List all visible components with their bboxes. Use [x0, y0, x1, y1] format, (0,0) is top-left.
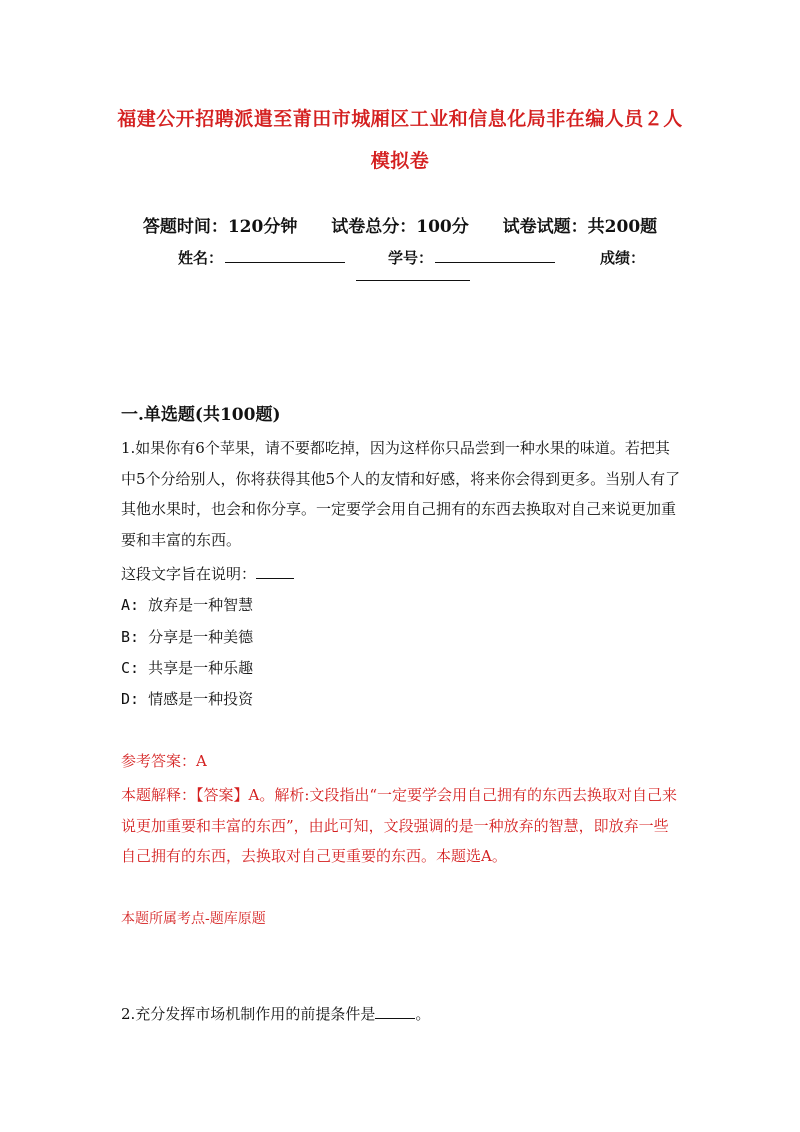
score-label: 成绩：	[600, 249, 646, 267]
question-2-suffix: 。	[415, 1005, 431, 1023]
answer-explanation: 本题解释：【答案】A。解析:文段指出“一定要学会用自己拥有的东西去换取对自己来说更加重要和丰富的东西”，由此可知，文段强调的是一种放弃的智慧，即放弃一些自己拥有的东西，去换取对自己更重要的东西。本题选A。	[121, 786, 678, 865]
section-heading: 一.单选题(共100题)	[121, 405, 281, 425]
student-id-label: 学号：	[388, 249, 434, 267]
reference-answer: 参考答案：A	[121, 752, 207, 770]
exam-title-line1: 福建公开招聘派遣至莆田市城厢区工业和信息化局非在编人员２人	[117, 108, 683, 130]
exam-title-line2: 模拟卷	[370, 150, 430, 172]
name-label: 姓名：	[178, 249, 224, 267]
option-c[interactable]	[121, 657, 253, 678]
name-blank-line	[225, 248, 345, 263]
option-a[interactable]	[121, 594, 253, 615]
exam-time: 答题时间：120分钟	[142, 217, 298, 237]
knowledge-point: 本题所属考点-题库原题	[121, 911, 266, 927]
answer-blank	[256, 565, 294, 579]
question-1-text: 1.如果你有6个苹果，请不要都吃掉，因为这样你只品尝到一种水果的味道。若把其中5个分给别人，你将获得其他5个人的友情和好感，将来你会得到更多。当别人有了其他水果时，也会和你分享。一定要学会用自己拥有的东西去换取对自己来说更加重要和丰富的东西。	[121, 439, 681, 549]
exam-total-score: 试卷总分：100分	[331, 217, 469, 237]
answer-blank	[375, 1005, 415, 1019]
option-key: D:	[121, 690, 140, 708]
option-text: 情感是一种投资	[148, 690, 254, 708]
question-2-text: 2.充分发挥市场机制作用的前提条件是	[121, 1005, 376, 1023]
question-2	[121, 1003, 430, 1024]
option-key: C:	[121, 659, 140, 677]
name-field[interactable]	[178, 247, 345, 268]
exam-question-count: 试卷试题：共200题	[502, 217, 658, 237]
option-text: 共享是一种乐趣	[148, 659, 254, 677]
option-b[interactable]	[121, 626, 253, 647]
option-key: A:	[121, 596, 140, 614]
option-text: 分享是一种美德	[148, 628, 254, 646]
question-1-prompt	[121, 563, 294, 584]
option-d[interactable]	[121, 688, 253, 709]
student-id-blank-line	[435, 248, 555, 263]
option-text: 放弃是一种智慧	[148, 596, 254, 614]
student-id-field[interactable]	[388, 247, 555, 268]
exam-meta	[0, 212, 800, 237]
question-1-prompt-text: 这段文字旨在说明：	[121, 565, 257, 583]
option-key: B:	[121, 628, 140, 646]
score-blank-line[interactable]	[356, 280, 470, 281]
score-field[interactable]	[600, 247, 645, 268]
